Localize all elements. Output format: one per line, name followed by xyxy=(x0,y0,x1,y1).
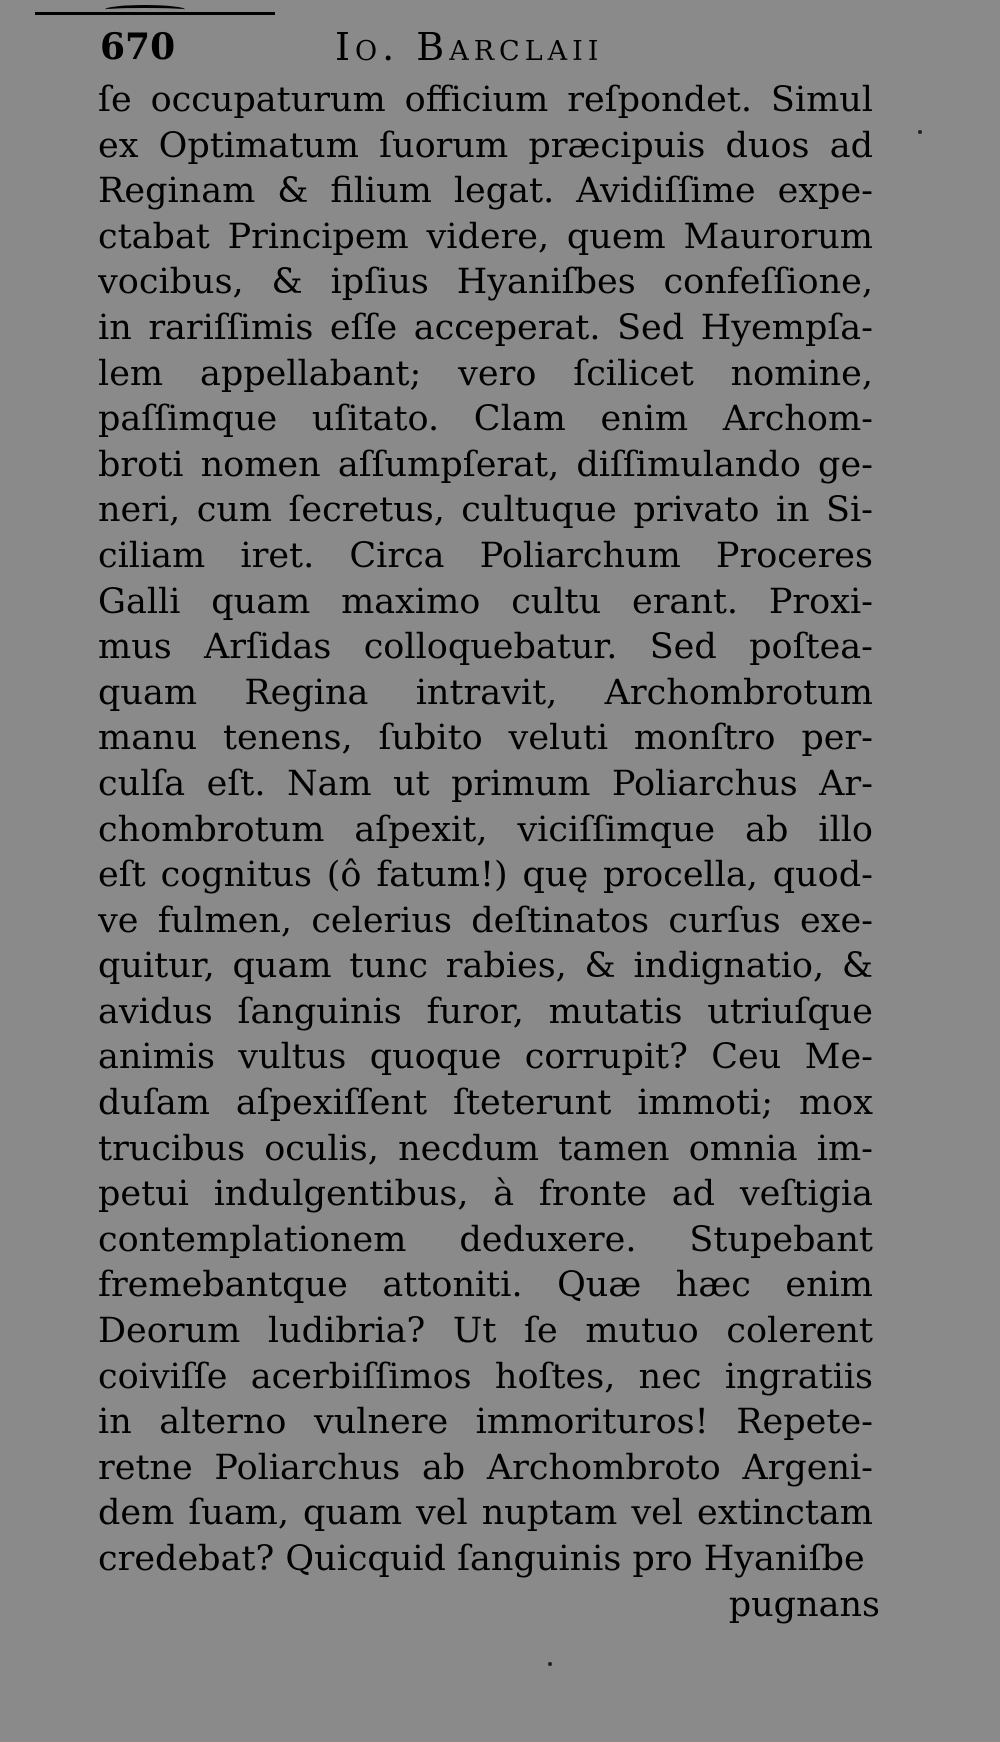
page-number: 670 xyxy=(100,26,176,68)
text-line: Deorum ludibria? Ut ſe mutuo colerent xyxy=(98,1311,873,1352)
text-line: quitur, quam tunc rabies, & indignatio, & xyxy=(98,946,873,987)
text-line: ciliam iret. Circa Poliarchum Proceres xyxy=(98,535,873,576)
text-line: in alterno vulnere immorituros! Repete- xyxy=(98,1402,873,1443)
text-line: trucibus oculis, necdum tamen omnia im- xyxy=(98,1128,873,1169)
text-line: lem appellabant; vero ſcilicet nomine, xyxy=(98,353,873,394)
text-line: eſt cognitus (ô fatum!) quę procella, quod- xyxy=(98,855,873,896)
text-line: chombrotum aſpexit, viciſſimque ab illo xyxy=(98,809,873,850)
ink-speck xyxy=(918,130,922,134)
text-line: mus Arſidas colloquebatur. Sed poſtea- xyxy=(98,627,873,668)
text-line: vocibus, & ipſius Hyaniſbes confeſſione, xyxy=(98,262,873,303)
text-line: paſſimque uſitato. Clam enim Archom- xyxy=(98,399,873,440)
text-line: Galli quam maximo cultu erant. Proxi- xyxy=(98,581,873,622)
text-line: ctabat Principem videre, quem Maurorum xyxy=(98,216,873,257)
text-line: duſam aſpexiſſent ſteterunt immoti; mox xyxy=(98,1083,873,1124)
text-line: petui indulgentibus, à fronte ad veſtigia xyxy=(98,1174,873,1215)
text-line: contemplationem deduxere. Stupebant xyxy=(98,1219,873,1260)
text-line: culſa eſt. Nam ut primum Poliarchus Ar- xyxy=(98,763,873,804)
header-flourish xyxy=(105,5,185,14)
text-line: retne Poliarchus ab Archombroto Argeni- xyxy=(98,1447,873,1488)
text-line: Reginam & filium legat. Avidiſſime expe- xyxy=(98,171,873,212)
text-line: avidus ſanguinis furor, mutatis utriuſque xyxy=(98,991,873,1032)
text-line: in rariſſimis eſſe acceperat. Sed Hyempſa- xyxy=(98,307,873,348)
text-line: ſe occupaturum officium reſpondet. Simul xyxy=(98,80,873,120)
text-line: ve fulmen, celerius deſtinatos curſus exe- xyxy=(98,900,873,941)
text-line: coiviſſe acerbiſſimos hoſtes, nec ingratiis xyxy=(98,1356,873,1397)
running-title: Io. Barclaii xyxy=(335,25,604,69)
catchword: pugnans xyxy=(728,1585,880,1625)
text-line: manu tenens, ſubito veluti monſtro per- xyxy=(98,718,873,759)
ink-speck xyxy=(548,1662,552,1666)
text-line: credebat? Quicquid ſanguinis pro Hyaniſbe xyxy=(98,1539,865,1579)
text-line: quam Regina intravit, Archombrotum xyxy=(98,672,873,713)
text-line: dem ſuam, quam vel nuptam vel extinctam xyxy=(98,1493,873,1534)
text-line: fremebantque attoniti. Quæ hæc enim xyxy=(98,1265,873,1306)
text-line: neri, cum ſecretus, cultuque privato in Si- xyxy=(98,490,873,531)
running-head xyxy=(100,22,880,72)
text-line: broti nomen aſſumpſerat, diſſimulando ge- xyxy=(98,444,873,485)
text-line: animis vultus quoque corrupit? Ceu Me- xyxy=(98,1037,873,1078)
body-text xyxy=(98,78,873,1583)
text-line: ex Optimatum ſuorum præcipuis duos ad xyxy=(98,125,873,166)
